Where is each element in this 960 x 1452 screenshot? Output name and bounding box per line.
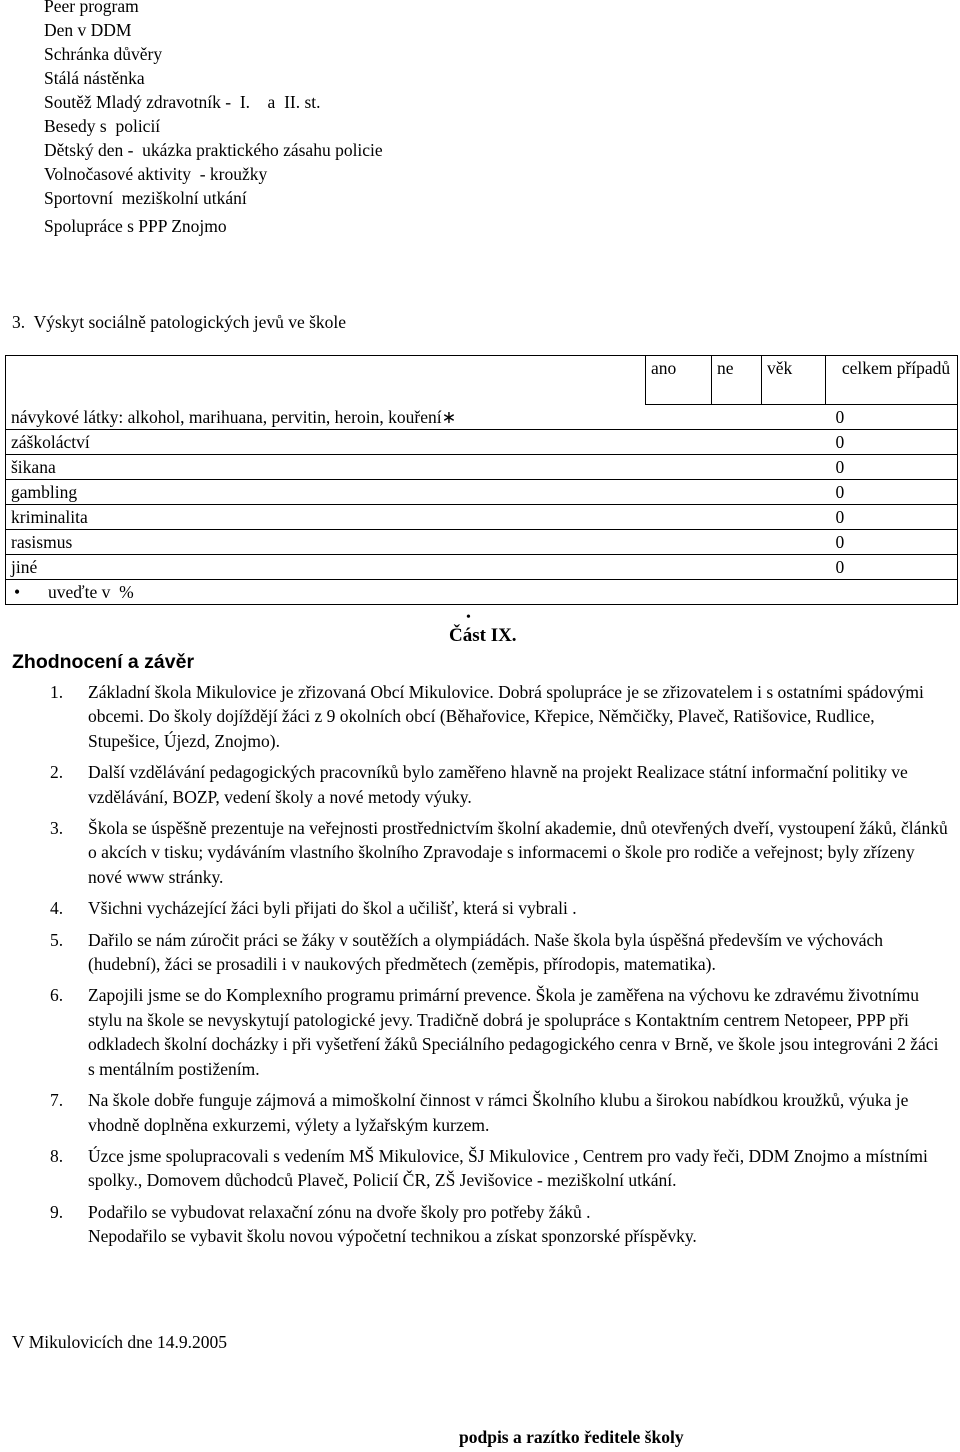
table-footnote	[6, 580, 958, 605]
table-row	[6, 505, 958, 530]
activity-item: Den v DDM	[44, 20, 132, 40]
row-label: gambling	[6, 480, 646, 505]
row-total: 0	[826, 505, 958, 530]
list-item	[0, 1200, 948, 1249]
activity-item: Schránka důvěry	[44, 44, 163, 64]
item-number: 9.	[50, 1201, 64, 1222]
activity-list	[44, 0, 383, 238]
pathology-table	[5, 355, 958, 605]
row-label: rasismus	[6, 530, 646, 555]
list-item	[0, 816, 948, 889]
row-total: 0	[826, 480, 958, 505]
row-empty	[646, 480, 826, 505]
row-empty	[646, 505, 826, 530]
section-number: 3.	[12, 312, 26, 332]
footnote-text: uveďte v %	[48, 582, 134, 602]
item-number: 4.	[50, 898, 64, 919]
row-total: 0	[826, 555, 958, 580]
item-number: 7.	[50, 1090, 64, 1111]
col-header-vek: věk	[762, 356, 826, 405]
date-line: V Mikulovicích dne 14.9.2005	[12, 1332, 228, 1352]
row-total: 0	[826, 530, 958, 555]
activity-item: Soutěž Mladý zdravotník - I. a II. st.	[44, 92, 321, 112]
conclusion-title: Zhodnocení a závěr	[12, 651, 195, 673]
activity-item: Besedy s policií	[44, 116, 161, 136]
activity-item: Spolupráce s PPP Znojmo	[44, 216, 227, 236]
item-text: Škola se úspěšně prezentuje na veřejnosti prostřednictvím školní akademie, dnů otevřených dveří, vystoupení žáků, článků o akcích v tisku; vydáváním vlastního školního Zpravodaje s informacemi o škole pro rodiče a veřejnost; byly zřízeny nové www stránky.	[88, 818, 948, 887]
item-number: 3.	[50, 818, 64, 839]
conclusion-list	[0, 680, 948, 1256]
section-title: Výskyt sociálně patologických jevů ve škole	[33, 312, 347, 332]
row-empty	[646, 430, 826, 455]
table-header-empty	[6, 356, 646, 405]
item-text: Všichni vycházející žáci byli přijati do škol a učilišť, která si vybrali .	[88, 898, 577, 919]
table-row	[6, 430, 958, 455]
row-total: 0	[826, 430, 958, 455]
item-text: Podařilo se vybudovat relaxační zónu na dvoře školy pro potřeby žáků .	[88, 1201, 591, 1222]
list-item	[0, 983, 948, 1081]
bullet-icon: •	[14, 582, 21, 602]
row-label: záškoláctví	[6, 430, 646, 455]
part-title: Část IX.	[449, 625, 517, 646]
list-item	[0, 760, 948, 809]
item-number: 8.	[50, 1145, 64, 1166]
row-empty	[646, 455, 826, 480]
activity-item: Peer program	[44, 0, 139, 16]
item-text: Další vzdělávání pedagogických pracovníků bylo zaměřeno hlavně na projekt Realizace státní informační politiky ve vzdělávání, BOZP, vedení školy a nové metody výuky.	[88, 762, 908, 807]
activity-item: Sportovní meziškolní utkání	[44, 188, 247, 208]
table-row	[6, 405, 958, 430]
row-empty	[646, 530, 826, 555]
list-item	[0, 1144, 948, 1193]
item-number: 1.	[50, 682, 64, 702]
bullet-icon: •	[466, 610, 471, 625]
row-empty	[646, 405, 826, 430]
table-row	[6, 555, 958, 580]
item-number: 6.	[50, 985, 64, 1006]
col-header-celkem: celkem případů	[826, 356, 958, 405]
section-3-heading	[12, 310, 346, 334]
row-empty	[646, 555, 826, 580]
table-header-row	[6, 356, 958, 405]
list-item	[0, 928, 948, 977]
table-row	[6, 530, 958, 555]
col-header-ne: ne	[712, 356, 762, 405]
item-number: 2.	[50, 762, 64, 783]
item-text: Základní škola Mikulovice je zřizovaná Obcí Mikulovice. Dobrá spolupráce je se zřizovatelem i s ostatními spádovými obcemi. Do školy dojíždějí žáci z 9 okolních obcí (Běhařovice, Křepice, Němčičky, Plaveč, Ratišovice, Rudlice, Stupešice, Újezd, Znojmo).	[88, 682, 924, 751]
item-text: Dařilo se nám zúročit práci se žáky v soutěžích a olympiádách. Naše škola byla úspěšná především ve výchovách (hudební), žáci se prosadili i v naukových předmětech (zeměpis, přírodopis, matematika).	[88, 929, 884, 975]
activity-item: Dětský den - ukázka praktického zásahu policie	[44, 140, 383, 160]
table-footnote-row	[6, 580, 958, 605]
row-label: šikana	[6, 455, 646, 480]
row-label: návykové látky: alkohol, marihuana, pervitin, heroin, kouření∗	[6, 405, 646, 430]
table-row	[6, 455, 958, 480]
col-header-ano: ano	[646, 356, 712, 405]
signature-line: podpis a razítko ředitele školy	[459, 1427, 684, 1447]
item-text-secondary: Nepodařilo se vybavit školu novou výpočetní technikou a získat sponzorské příspěvky.	[88, 1226, 697, 1247]
item-text: Zapojili jsme se do Komplexního programu primární prevence. Škola je zaměřena na výchovu ke zdravému životnímu stylu na škole se nevyskytují patologické jevy. Tradičně dobrá je spolupráce s Kontaktním centrem Netopeer, PPP při odkladech školní docházky i při vyšetření žáků Speciálního pedagogického cenra v Brně, ve škole jsou integrováni 2 žáci s mentálním postižením.	[88, 985, 939, 1079]
item-text: Na škole dobře funguje zájmová a mimoškolní činnost v rámci Školního klubu a širokou nabídkou kroužků, výuka je vhodně doplněna exkurzemi, výlety a lyžařským kurzem.	[88, 1090, 909, 1135]
item-number: 5.	[50, 929, 64, 950]
row-label: jiné	[6, 555, 646, 580]
list-item	[0, 1088, 948, 1137]
activity-item: Volnočasové aktivity - kroužky	[44, 164, 268, 184]
list-item	[0, 896, 948, 920]
activity-item: Stálá nástěnka	[44, 68, 145, 88]
list-item	[0, 680, 948, 753]
table-row	[6, 480, 958, 505]
row-total: 0	[826, 455, 958, 480]
row-total: 0	[826, 405, 958, 430]
row-label: kriminalita	[6, 505, 646, 530]
item-text: Úzce jsme spolupracovali s vedením MŠ Mikulovice, ŠJ Mikulovice , Centrem pro vady řeči, DDM Znojmo a místními spolky., Domovem důchodců Plaveč, Policií ČR, ZŠ Jevišovice - meziškolní utkání.	[88, 1145, 928, 1191]
